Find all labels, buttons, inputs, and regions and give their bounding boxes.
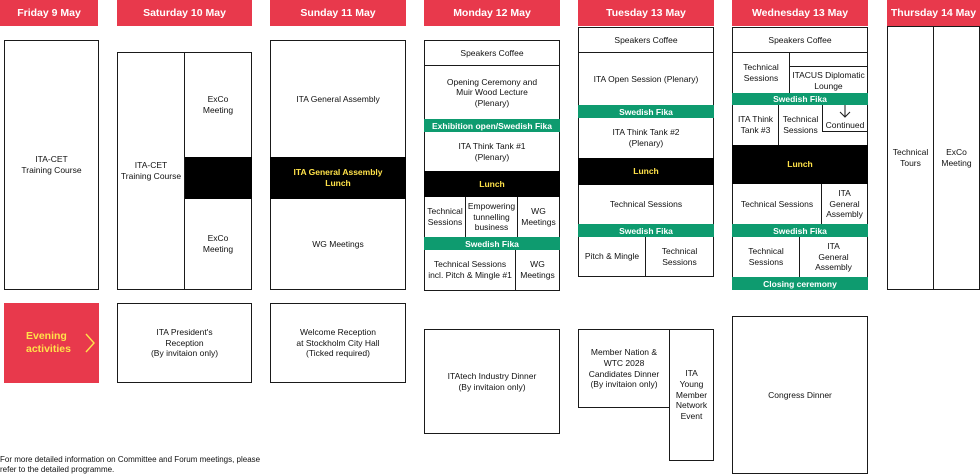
saturday-lunch-bar bbox=[185, 157, 252, 199]
wednesday-general-assembly-2: ITA General Assembly bbox=[800, 237, 867, 277]
tuesday-fika-1: Swedish Fika bbox=[578, 105, 714, 118]
monday-empowering-business: Empowering tunnelling business bbox=[466, 197, 517, 237]
wednesday-technical-sessions-4: Technical Sessions bbox=[733, 237, 799, 277]
monday-fika-2: Swedish Fika bbox=[424, 237, 560, 250]
wednesday-continued: Continued bbox=[823, 119, 867, 131]
wednesday-technical-sessions-1: Technical Sessions bbox=[733, 53, 789, 93]
wednesday-technical-sessions-2: Technical Sessions bbox=[779, 105, 822, 144]
tuesday-technical-sessions: Technical Sessions bbox=[579, 185, 713, 224]
footnote: For more detailed information on Committee and Forum meetings, please refer to the detailed programme. bbox=[0, 455, 261, 475]
header-wednesday: Wednesday 13 May bbox=[732, 0, 868, 26]
monday-wg-meetings-1: WG Meetings bbox=[518, 197, 559, 237]
wednesday-fika-1: Swedish Fika bbox=[732, 93, 868, 105]
itacus-lounge-label: ITACUS Diplomatic Lounge bbox=[792, 70, 865, 91]
monday-pitch-mingle: Technical Sessions incl. Pitch & Mingle #1 bbox=[425, 250, 515, 290]
tuesday-speakers-coffee: Speakers Coffee bbox=[579, 28, 713, 52]
evening-activities-label: Evening activities bbox=[26, 329, 71, 355]
header-sunday: Sunday 11 May bbox=[270, 0, 406, 26]
chevron-right-icon bbox=[83, 332, 97, 354]
monday-think-tank: ITA Think Tank #1 (Plenary) bbox=[425, 132, 559, 171]
evening-activities-banner bbox=[4, 303, 99, 383]
wednesday-closing-ceremony: Closing ceremony bbox=[732, 277, 868, 290]
tuesday-technical-sessions-2: Technical Sessions bbox=[646, 237, 713, 276]
wednesday-speakers-coffee: Speakers Coffee bbox=[733, 28, 867, 52]
wednesday-lunch: Lunch bbox=[732, 145, 868, 184]
saturday-evening-reception: ITA President's Reception (By invitaion only) bbox=[117, 303, 252, 383]
saturday-training-course: ITA-CET Training Course bbox=[118, 53, 184, 289]
arrow-down-icon bbox=[837, 105, 853, 119]
sunday-wg-meetings: WG Meetings bbox=[271, 199, 405, 289]
wednesday-think-tank: ITA Think Tank #3 bbox=[733, 105, 778, 144]
saturday-exco-afternoon: ExCo Meeting bbox=[185, 199, 251, 289]
monday-lunch: Lunch bbox=[424, 171, 560, 197]
friday-training-course: ITA-CET Training Course bbox=[4, 40, 99, 290]
tuesday-young-member-event: ITA Young Member Network Event bbox=[669, 329, 714, 461]
header-saturday: Saturday 10 May bbox=[117, 0, 252, 26]
thursday-exco-meeting: ExCo Meeting bbox=[934, 27, 979, 289]
monday-speakers-coffee: Speakers Coffee bbox=[425, 41, 559, 65]
monday-opening-ceremony: Opening Ceremony and Muir Wood Lecture (Plenary) bbox=[425, 66, 559, 119]
header-tuesday: Tuesday 13 May bbox=[578, 0, 714, 26]
tuesday-pitch-mingle: Pitch & Mingle bbox=[579, 237, 645, 276]
header-thursday: Thursday 14 May bbox=[887, 0, 980, 26]
thursday-technical-tours: Technical Tours bbox=[888, 27, 933, 289]
sunday-general-assembly: ITA General Assembly bbox=[271, 41, 405, 157]
sunday-assembly-lunch: ITA General Assembly Lunch bbox=[270, 157, 406, 199]
monday-fika-1: Exhibition open/Swedish Fika bbox=[424, 119, 560, 132]
tuesday-open-session: ITA Open Session (Plenary) bbox=[579, 53, 713, 105]
wednesday-congress-dinner: Congress Dinner bbox=[732, 316, 868, 474]
tuesday-lunch: Lunch bbox=[578, 158, 714, 185]
monday-wg-meetings-2: WG Meetings bbox=[516, 250, 559, 290]
wednesday-fika-2: Swedish Fika bbox=[732, 224, 868, 237]
tuesday-fika-2: Swedish Fika bbox=[578, 224, 714, 237]
tuesday-member-nation-dinner: Member Nation & WTC 2028 Candidates Dinner (By invitaion only) bbox=[578, 329, 670, 408]
header-friday: Friday 9 May bbox=[0, 0, 98, 26]
sunday-welcome-reception: Welcome Reception at Stockholm City Hall (Ticked required) bbox=[270, 303, 406, 383]
tuesday-think-tank: ITA Think Tank #2 (Plenary) bbox=[579, 118, 713, 158]
monday-itatech-dinner: ITAtech Industry Dinner (By invitaion only) bbox=[424, 329, 560, 434]
monday-technical-sessions: Technical Sessions bbox=[425, 197, 465, 237]
saturday-exco-morning: ExCo Meeting bbox=[185, 53, 251, 157]
wednesday-technical-sessions-3: Technical Sessions bbox=[733, 184, 821, 224]
header-monday: Monday 12 May bbox=[424, 0, 560, 26]
wednesday-general-assembly-1: ITA General Assembly bbox=[822, 184, 867, 224]
